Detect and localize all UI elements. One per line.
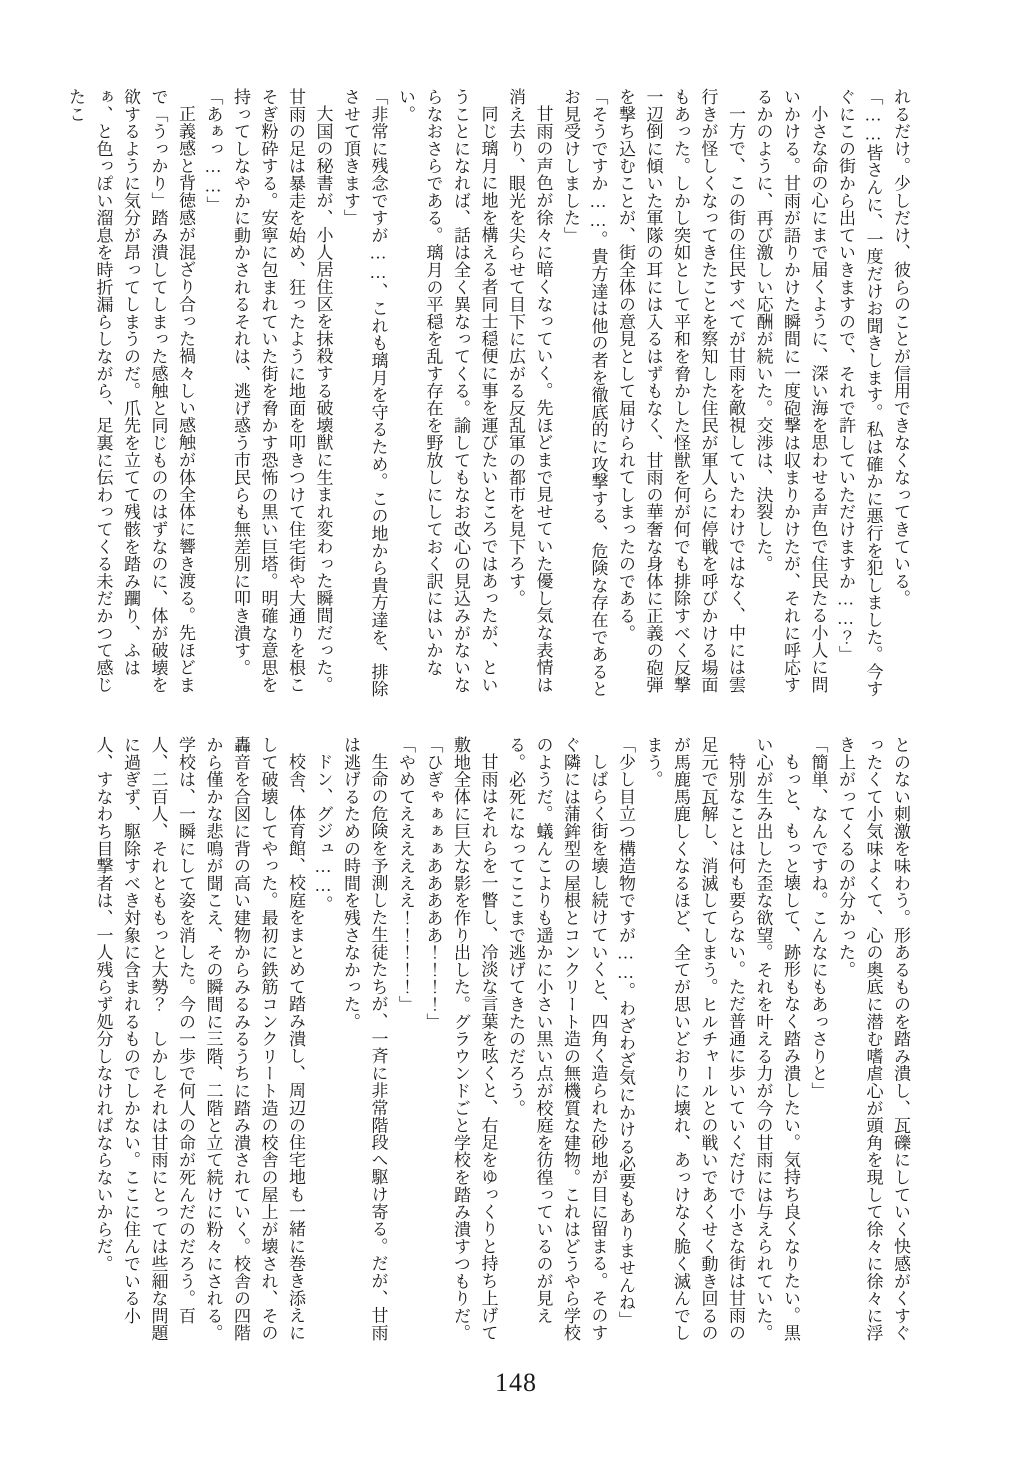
paragraph: 「少し目立つ構造物ですが……。わざわざ気にかける必要もありませんね」 — [616, 736, 635, 1329]
paragraph: れるだけ。少しだけ、彼らのことが信用できなくなってきている。 — [891, 88, 910, 607]
paragraph: 校舎、体育館、校庭をまとめて踏み潰し、周辺の住宅地も一緒に巻き添えにして破壊してやった。最初に鉄筋コンクリート造の校舎の屋上が壊され、その轟音を合図に背の高い建物からみるみるうちに踏み潰されていく。校舎の四階から僅かな悲鳴が聞こえ、その瞬間に三階、二階と立て続けに粉々にされる。学校は、一瞬にして姿を消した。今の一歩で何人の命が死んだのだろう。百人、二百人、それとももっと大勢？ しかしそれは甘雨にとっては些細な問題に過ぎず、駆除すべき対象に含まれるものでしかない。ここに住んでいる小人、すなわち目撃者は、一人残らず処分しなければならないからだ。 — [93, 736, 305, 1342]
paragraph: 特別なことは何も要らない。ただ普通に歩いていくだけで小さな街は甘雨の足元で瓦解し、消滅してしまう。ヒルチャールとの戦いであくせく動き回るのが馬鹿馬鹿しくなるほど、全てが思いどおりに壊れ、あっけなく脆く滅んでしまう。 — [643, 736, 745, 1342]
text-block-top — [62, 88, 915, 710]
paragraph: もっと、もっと壊して、跡形もなく踏み潰したい。気持ち良くなりたい。黒い心が生み出した歪な欲望。それを叶える力が今の甘雨には与えられていた。 — [753, 736, 800, 1342]
paragraph: 正義感と背徳感が混ざり合った禍々しい感触が体全体に響き渡る。先ほどまで「うっかり」踏み潰してしまった感触と同じもののはずなのに、体が破壊を欲するように気分が昂ってしまうのだ。爪先を立てて残骸を踏み躙り、ふはぁ、と色っぽい溜息を時折漏らしながら、足裏に伝わってくる未だかつて感じたこ — [66, 88, 195, 694]
text-block-bottom — [89, 736, 914, 1358]
paragraph: とのない刺激を味わう。形あるものを踏み潰し、瓦礫にしていく快感がくすぐったくて小気味よくて、心の奥底に潜む嗜虐心が頭角を現して徐々に徐々に浮き上がってくるのが分かった。 — [836, 736, 910, 1342]
paragraph: 「そうですか……。貴方達は他の者を徹底的に攻撃する、危険な存在であるとお見受けしました」 — [561, 88, 608, 698]
page-number: 148 — [495, 1368, 537, 1397]
paragraph: 「ひぎゃぁぁぁあああああ！！！！」 — [423, 736, 443, 1031]
paragraph: 小さな命の心にまで届くように、深い海を思わせる声色で住民たる小人に問いかける。甘雨が語りかけた瞬間に一度砲撃は収まりかけたが、それに呼応するかのように、再び激しい応酬が続いた。交渉は、決裂した。 — [753, 88, 828, 694]
paragraph: 大国の秘書が、小人居住区を抹殺する破壊獣に生まれ変わった瞬間だった。甘雨の足は暴走を始め、狂ったように地面を叩きつけて住宅街や大通りを根こそぎ粉砕する。安寧に包まれていた街を脅かす恐怖の黒い巨塔。明確な意思を持ってしなやかに動かされるそれは、逃げ惑う市民らも無差別に叩き潰す。 — [231, 88, 333, 694]
paragraph: 甘雨はそれらを一瞥し、冷淡な言葉を呟くと、右足をゆっくりと持ち上げて敷地全体に巨大な影を作り出した。グラウンドごと学校を踏み潰すつもりだ。 — [451, 736, 498, 1342]
paragraph: 同じ璃月に地を構える者同士穏便に事を運びたいところではあったが、ということになれば、話は全く異なってくる。諭してもなお改心の見込みがないならなおさらである。璃月の平穏を乱す存在を野放しにしておく訳にはいかない。 — [396, 88, 498, 694]
paragraph: 生命の危険を予測した生徒たちが、一斉に非常階段へ駆け寄る。だが、甘雨は逃げるための時間を残さなかった。 — [341, 736, 388, 1342]
paragraph: 「簡単、なんですね。こんなにもあっさりと」 — [808, 736, 828, 1100]
paragraph: 「非常に残念ですが……、これも璃月を守るため。この地から貴方達を、排除させて頂きます」 — [341, 88, 388, 698]
paragraph: 「あぁっ……」 — [203, 88, 223, 214]
paragraph: しばらく街を壊し続けていくと、四角く造られた砂地が目に留まる。そのすぐ隣には蒲鉾型の屋根とコンクリート造の無機質な建物。これはどうやら学校のようだ。蟻んこよりも遥かに小さい黒い点が校庭を彷徨っているのが見える。必死になってここまで逃げてきたのだろう。 — [506, 736, 608, 1342]
paragraph: 一方で、この街の住民すべてが甘雨を敵視していたわけではなく、中には雲行きが怪しくなってきたことを察知した住民が軍人らに停戦を呼びかける場面もあった。しかし突如として平和を脅かした怪獣を何が何でも排除すべく反撃一辺倒に傾いた軍隊の耳には入るはずもなく、甘雨の華奢な身体に正義の砲弾を撃ち込むことが、街全体の意見として届けられてしまったのである。 — [616, 88, 745, 694]
paragraph: 甘雨の声色が徐々に暗くなっていく。先ほどまで見せていた優し気な表情は消え去り、眼光を尖らせて目下に広がる反乱軍の都市を見下ろす。 — [506, 88, 553, 694]
paragraph: ドン、グジュ……。 — [313, 753, 333, 913]
paragraph: 「……皆さんに、一度だけお聞きします。私は確かに悪行を犯しました。今すぐにこの街から出ていきますので、それで許していただけますか……？」 — [836, 88, 883, 698]
paragraph: 「やめてええええええ！！！！！」 — [396, 736, 415, 1013]
